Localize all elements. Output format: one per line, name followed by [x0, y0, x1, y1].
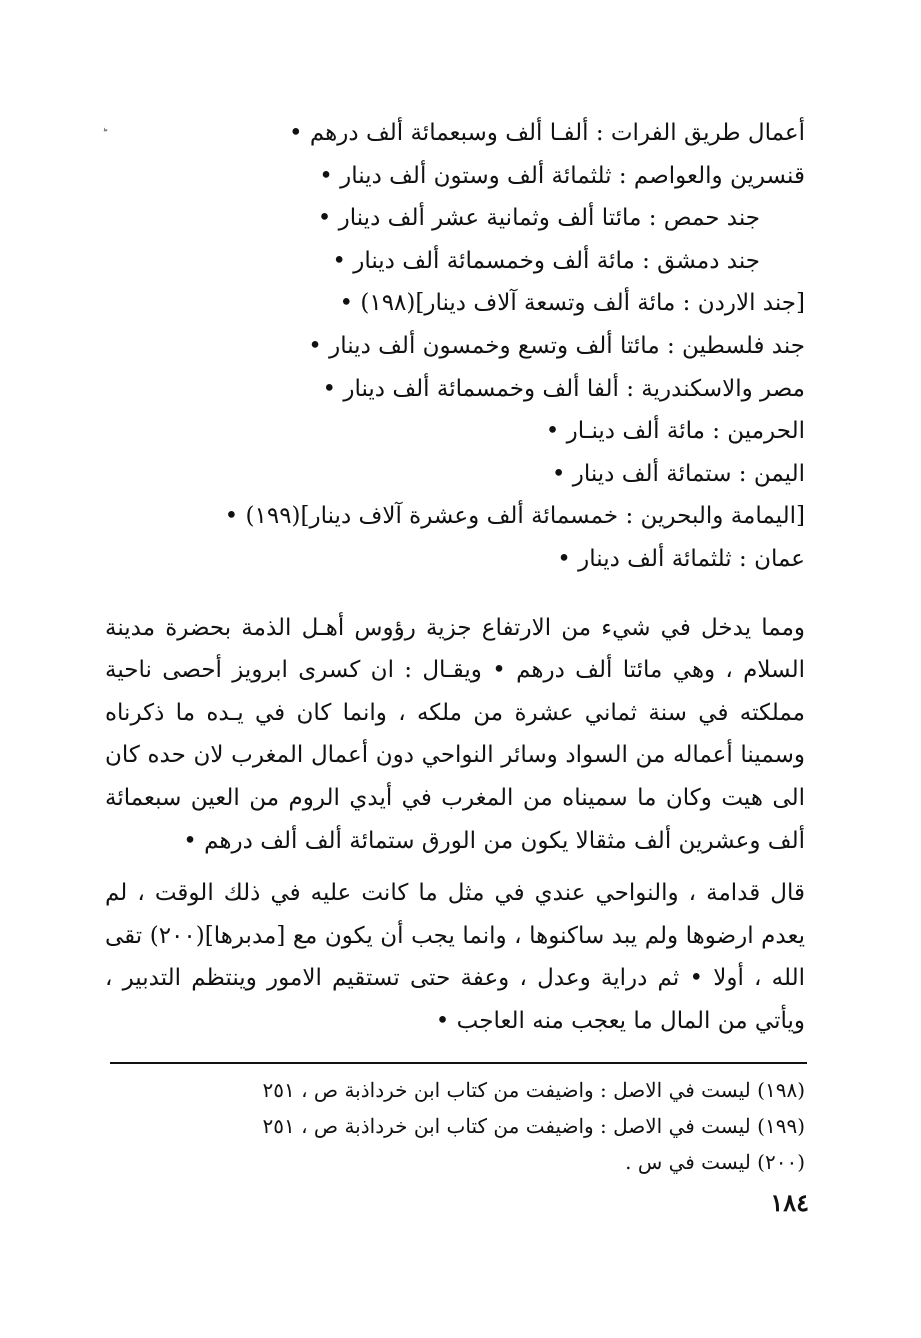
list-line: [جند الاردن : مائة ألف وتسعة آلاف دينار](١٩٨) • [339, 290, 805, 317]
page-number: ١٨٤ [770, 1188, 809, 1217]
list-line: جند حمص : مائتا ألف وثمانية عشر ألف دينار • [317, 205, 760, 232]
revenue-list [105, 112, 805, 581]
footnote: (٢٠٠) ليست في س . [625, 1150, 805, 1174]
list-line: قنسرين والعواصم : ثلثمائة ألف وستون ألف دينار • [319, 162, 805, 189]
paragraph: ومما يدخل في شيء من الارتفاع جزية رؤوس أهـل الذمة بحضرة مدينة السلام ، وهي مائتا ألف درهم • ويقـال : ان كسرى ابرويز أحصى ناحية مملكته في سنة ثماني عشرة من ملكه ، وانما كان في يـده ما ذكرناه وسمينا أعماله من السواد وسائر النواحي دون أعمال المغرب لان حده كان الى هيت وكان ما سميناه من المغرب في أيدي الروم من العين سبعمائة ألف وعشرين ألف مثقالا يكون من الورق ستمائة ألف ألف درهم • [105, 614, 805, 854]
list-line: [اليمامة والبحرين : خمسمائة ألف وعشرة آلاف دينار](١٩٩) • [224, 503, 805, 530]
list-line: جند دمشق : مائة ألف وخمسمائة ألف دينار • [332, 247, 760, 274]
list-line: مصر والاسكندرية : ألفا ألف وخمسمائة ألف دينار • [322, 375, 805, 402]
list-line: جند فلسطين : مائتا ألف وتسع وخمسون ألف دينار • [308, 332, 805, 359]
main-text [105, 112, 805, 1042]
footnotes [150, 1072, 805, 1180]
footnote: (١٩٩) ليست في الاصل : واضيفت من كتاب ابن خرداذبة ص ، ٢٥١ [262, 1114, 805, 1138]
footnote-separator [110, 1062, 807, 1064]
list-line: اليمن : ستمائة ألف دينار • [551, 460, 805, 487]
paragraph: قال قدامة ، والنواحي عندي في مثل ما كانت عليه في ذلك الوقت ، لم يعدم ارضوها ولم يبد ساكنوها ، وانما يجب أن يكون مع [مدبرها](٢٠٠) تقى الله ، أولا • ثم دراية وعدل ، وعفة حتى تستقيم الامور وينتظم التدبير ، ويأتي من المال ما يعجب منه العاجب • [105, 880, 805, 1034]
list-line: عمان : ثلثمائة ألف دينار • [557, 545, 805, 572]
list-line: الحرمين : مائة ألف دينـار • [545, 418, 805, 445]
list-line: أعمال طريق الفرات : ألفـا ألف وسبعمائة ألف درهم • [288, 120, 805, 146]
footnote: (١٩٨) ليست في الاصل : واضيفت من كتاب ابن خرداذبة ص ، ٢٥١ [262, 1078, 805, 1102]
